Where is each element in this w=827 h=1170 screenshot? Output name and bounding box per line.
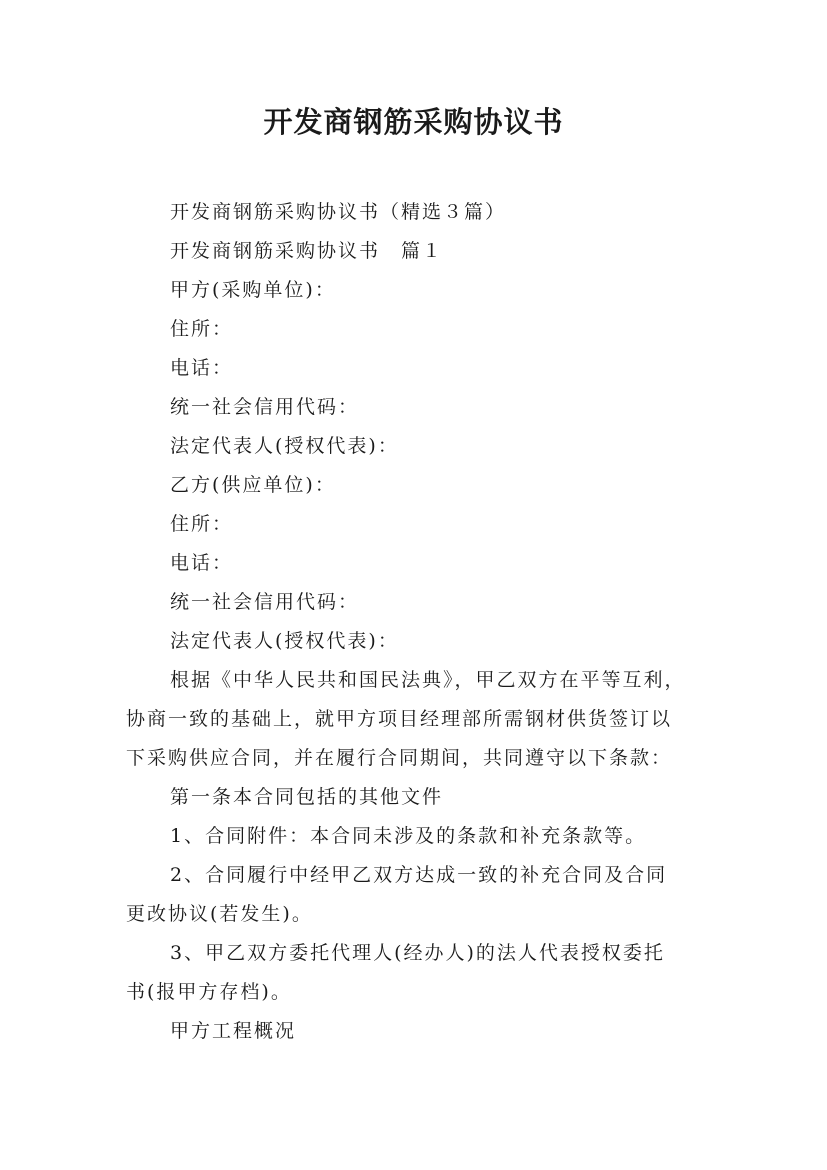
preamble-line-3: 下采购供应合同，并在履行合同期间，共同遵守以下条款： bbox=[126, 747, 673, 769]
party-b-phone: 电话： bbox=[170, 552, 234, 574]
document-title: 开发商钢筋采购协议书 bbox=[263, 105, 564, 139]
article-1-item-3-line-1: 3、甲乙双方委托代理人(经办人)的法人代表授权委托 bbox=[170, 942, 665, 964]
project-overview-heading: 甲方工程概况 bbox=[170, 1020, 297, 1042]
article-1-item-3-line-2: 书(报甲方存档)。 bbox=[126, 981, 292, 1003]
article-1-item-1: 1、合同附件：本合同未涉及的条款和补充条款等。 bbox=[170, 825, 647, 847]
party-a-heading: 甲方(采购单位)： bbox=[170, 279, 336, 301]
party-a-phone: 电话： bbox=[170, 357, 234, 379]
party-b-credit-code: 统一社会信用代码： bbox=[170, 591, 360, 613]
party-a-credit-code: 统一社会信用代码： bbox=[170, 396, 360, 418]
article-1-heading: 第一条本合同包括的其他文件 bbox=[170, 786, 444, 808]
party-a-address: 住所： bbox=[170, 318, 234, 340]
subtitle: 开发商钢筋采购协议书（精选３篇） bbox=[170, 201, 507, 223]
article-1-item-2-line-1: 2、合同履行中经甲乙双方达成一致的补充合同及合同 bbox=[170, 864, 668, 886]
party-b-heading: 乙方(供应单位)： bbox=[170, 474, 336, 496]
party-b-legal-rep: 法定代表人(授权代表)： bbox=[170, 630, 399, 652]
party-a-legal-rep: 法定代表人(授权代表)： bbox=[170, 435, 399, 457]
chapter-heading: 开发商钢筋采购协议书 篇１ bbox=[170, 240, 444, 262]
party-b-address: 住所： bbox=[170, 513, 234, 535]
article-1-item-2-line-2: 更改协议(若发生)。 bbox=[126, 903, 313, 925]
preamble-line-2: 协商一致的基础上，就甲方项目经理部所需钢材供货签订以 bbox=[126, 708, 673, 730]
document-body bbox=[126, 193, 716, 1051]
preamble-line-1: 根据《中华人民共和国民法典》，甲乙双方在平等互利， bbox=[170, 669, 686, 691]
